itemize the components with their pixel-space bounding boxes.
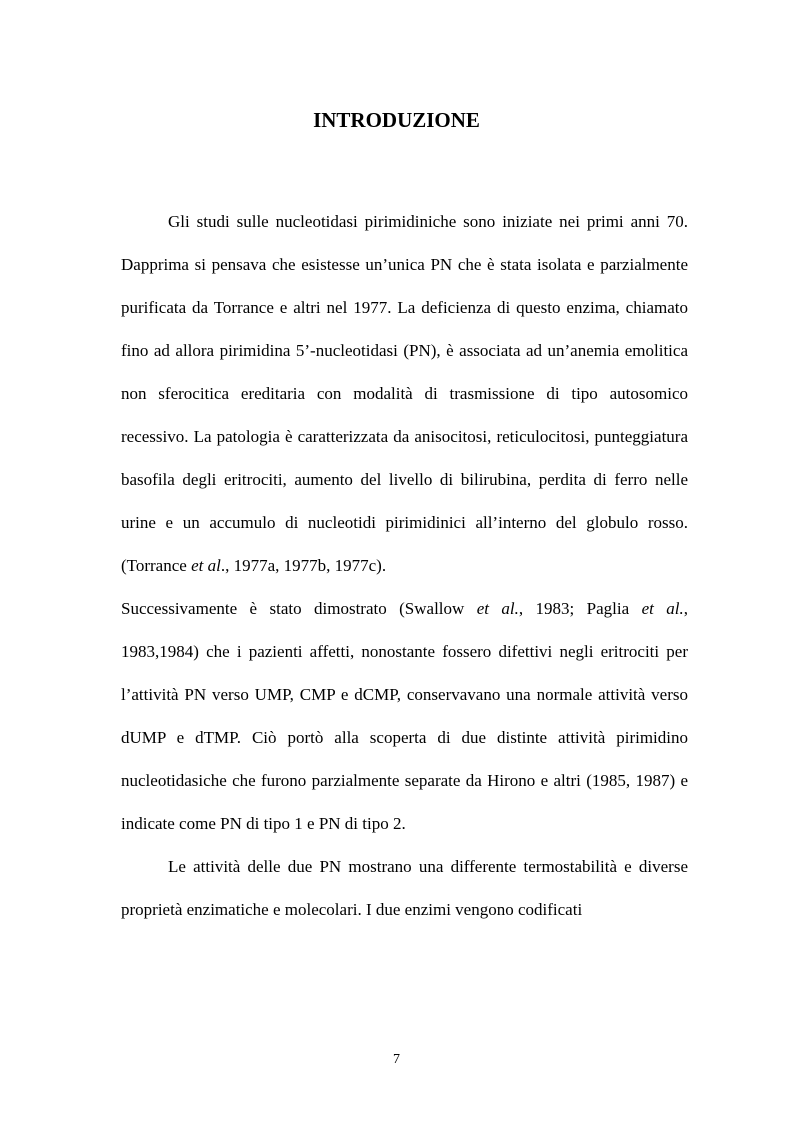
citation-et-al: et al. [641,599,684,618]
paragraph-1-text-a: Gli studi sulle nucleotidasi pirimidiniche sono iniziate nei primi anni 70. Dapprima si pensava che esistesse un’unica PN che è stata isolata e parzialmente purificata da Torrance e altri nel 1977. La deficienza di questo enzima, chiamato fino ad allora pirimidina 5’-nucleotidasi (PN), è associata ad un’anemia emolitica non sferocitica ereditaria con modalità di trasmissione di tipo autosomico recessivo. La patologia è caratterizzata da anisocitosi, reticulocitosi, punteggiatura basofila degli eritrociti, aumento del livello di bilirubina, perdita di ferro nelle urine e un accumulo di nucleotidi pirimidinici all’interno del globulo rosso. (Torrance [121,212,688,575]
paragraph-2 [121,587,688,845]
paragraph-2-text-c: , 1983,1984) che i pazienti affetti, nonostante fossero difettivi negli eritrociti per l’attività PN verso UMP, CMP e dCMP, conservavano una normale attività verso dUMP e dTMP. Ciò portò alla scoperta di due distinte attività pirimidino nucleotidasiche che furono parzialmente separate da Hirono e altri (1985, 1987) e indicate come PN di tipo 1 e PN di tipo 2. [121,599,688,833]
paragraph-3-text-a: Le attività delle due PN mostrano una differente termostabilità e diverse proprietà enzimatiche e molecolari. I due enzimi vengono codificati [121,857,688,919]
page-number: 7 [393,1052,400,1067]
citation-et-al: et al. [476,599,519,618]
paragraph-2-text-b: , 1983; Paglia [518,599,642,618]
paragraph-1 [121,200,688,587]
body-text [121,200,688,931]
page-title: INTRODUZIONE [313,108,480,132]
paragraph-2-text-a: Successivamente è stato dimostrato (Swallow [121,599,477,618]
paragraph-1-text-b: ., 1977a, 1977b, 1977c). [220,556,387,575]
citation-et-al: et al [191,556,221,575]
paragraph-3 [121,845,688,931]
